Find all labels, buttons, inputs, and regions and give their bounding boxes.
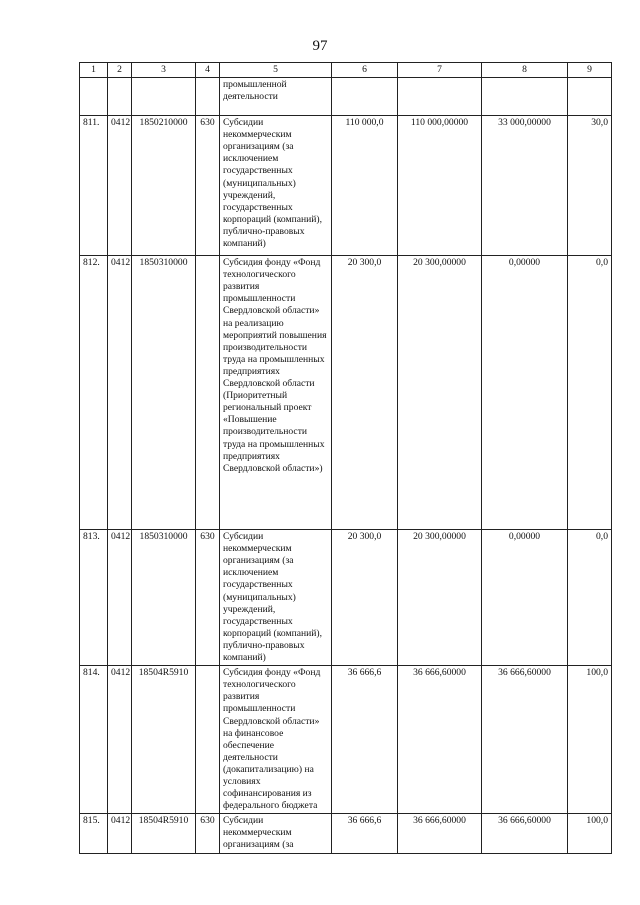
executed-amount: 36 666,60000 (482, 814, 568, 854)
table-row (80, 116, 612, 256)
table-row (80, 666, 612, 814)
section-code: 0412 (108, 256, 132, 530)
column-header: 8 (482, 63, 568, 78)
column-header: 3 (132, 63, 196, 78)
execution-percent: 0,0 (568, 256, 612, 530)
header-row (80, 63, 612, 78)
table-row (80, 814, 612, 854)
approved-amount: 36 666,60000 (398, 666, 482, 814)
expense-type-code: 630 (196, 814, 220, 854)
row-number: 811. (80, 116, 108, 256)
executed-amount: 36 666,60000 (482, 666, 568, 814)
expense-type-code (196, 666, 220, 814)
section-code: 0412 (108, 814, 132, 854)
executed-amount: 33 000,00000 (482, 116, 568, 256)
approved-amount: 36 666,60000 (398, 814, 482, 854)
column-header: 7 (398, 63, 482, 78)
row-description: Субсидия фонду «Фонд технологического развития промышленности Свердловской области» на реализацию мероприятий повышения производительности труда на промышленных предприятиях Свердловской области (Приоритетный региональный проект «Повышение производительности труда на промышленных предприятиях Свердловской области») (220, 256, 332, 530)
row-description: Субсидия фонду «Фонд технологического развития промышленности Свердловской области» на финансовое обеспечение деятельности (докапитализацию) на условиях софинансирования из федерального бюджета (220, 666, 332, 814)
target-code: 18504R5910 (132, 814, 196, 854)
page-number: 97 (312, 38, 328, 54)
row-number: 813. (80, 530, 108, 666)
target-code: 1850210000 (132, 116, 196, 256)
approved-amount: 20 300,00000 (398, 256, 482, 530)
plan-amount: 110 000,0 (332, 116, 398, 256)
column-header: 6 (332, 63, 398, 78)
execution-percent: 30,0 (568, 116, 612, 256)
target-code: 1850310000 (132, 256, 196, 530)
section-code: 0412 (108, 530, 132, 666)
column-header: 2 (108, 63, 132, 78)
execution-percent: 100,0 (568, 666, 612, 814)
row-description: Субсидии некоммерческим организациям (за (220, 814, 332, 854)
executed-amount: 0,00000 (482, 530, 568, 666)
table-row (80, 530, 612, 666)
expense-type-code: 630 (196, 116, 220, 256)
section-code: 0412 (108, 116, 132, 256)
column-header: 4 (196, 63, 220, 78)
budget-table (79, 62, 612, 854)
target-code: 1850310000 (132, 530, 196, 666)
execution-percent: 0,0 (568, 530, 612, 666)
expense-type-code: 630 (196, 530, 220, 666)
table-row (80, 256, 612, 530)
column-header: 1 (80, 63, 108, 78)
plan-amount: 36 666,6 (332, 814, 398, 854)
plan-amount: 36 666,6 (332, 666, 398, 814)
expense-type-code (196, 256, 220, 530)
approved-amount: 20 300,00000 (398, 530, 482, 666)
target-code: 18504R5910 (132, 666, 196, 814)
section-code: 0412 (108, 666, 132, 814)
row-number: 812. (80, 256, 108, 530)
row-description: Субсидии некоммерческим организациям (за исключением государственных (муниципальных) учреждений, государственных корпораций (компаний), публично-правовых компаний) (220, 116, 332, 256)
row-description: Субсидии некоммерческим организациям (за исключением государственных (муниципальных) учреждений, государственных корпораций (компаний), публично-правовых компаний) (220, 530, 332, 666)
plan-amount: 20 300,0 (332, 256, 398, 530)
row-description: промышленной деятельности (220, 78, 332, 116)
column-header: 5 (220, 63, 332, 78)
approved-amount: 110 000,00000 (398, 116, 482, 256)
column-header: 9 (568, 63, 612, 78)
execution-percent: 100,0 (568, 814, 612, 854)
table-row-continuation (80, 78, 612, 116)
plan-amount: 20 300,0 (332, 530, 398, 666)
executed-amount: 0,00000 (482, 256, 568, 530)
row-number: 815. (80, 814, 108, 854)
row-number: 814. (80, 666, 108, 814)
